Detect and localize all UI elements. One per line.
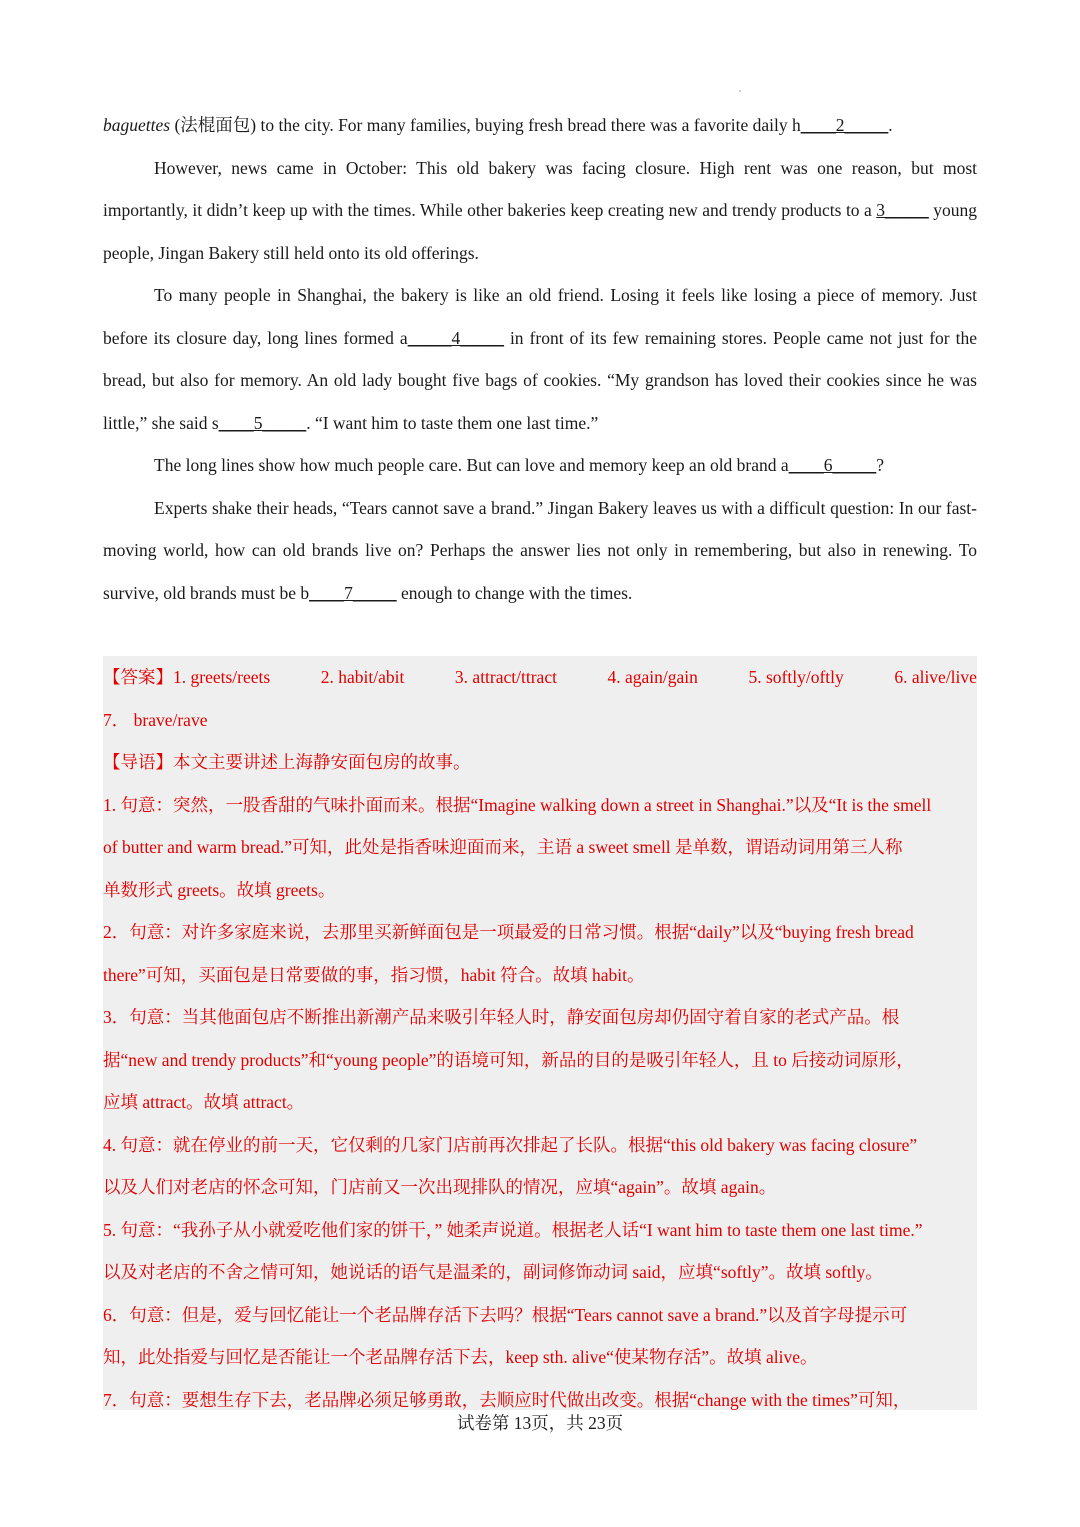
- explanation-line: 1. 句意：突然，一股香甜的气味扑面而来。根据“Imagine walking down a street in Shanghai.”以及“It is the smell: [103, 794, 932, 815]
- blank-6: ____6_____: [788, 455, 877, 475]
- paragraph-3: [103, 274, 977, 444]
- blank-3: 3_____: [876, 200, 929, 220]
- explanation-line: 据“new and trendy products”和“young people”的语境可知，新品的目的是吸引年轻人，且 to 后接动词原形，: [103, 1049, 914, 1070]
- paragraph-3-text: To many people in Shanghai, the bakery is like an old friend. Losing it feels like losing a piece of memory. Just before its closure day, long lines formed a: [103, 285, 977, 348]
- answer-text-1: 1. greets/reets: [173, 667, 271, 687]
- page-footer: 试卷第 13页，共 23页: [456, 1413, 624, 1433]
- explanation-line: 以及对老店的不舍之情可知，她说话的语气是温柔的，副词修饰动词 said，应填“softly”。故填 softly。: [103, 1262, 883, 1282]
- blank-2: ____2_____: [800, 115, 889, 135]
- explanation-line: 4. 句意：就在停业的前一天，它仅剩的几家门店前再次排起了长队。根据“this old bakery was facing closure”: [103, 1134, 918, 1155]
- paragraph-2-end: young people, Jingan Bakery still held onto its old offerings.: [103, 200, 977, 263]
- blank-5: ____5_____: [218, 412, 307, 433]
- explanation-line: 3．句意：当其他面包店不断推出新潮产品来吸引年轻人时，静安面包房却仍固守着自家的老式产品。根: [103, 1007, 900, 1027]
- paragraph-5: [103, 487, 977, 615]
- paragraph-4: [103, 444, 977, 487]
- blank-7: ____7_____: [309, 582, 397, 603]
- paragraph-1: [103, 104, 977, 147]
- italic-word: baguettes: [103, 115, 171, 135]
- blank-4: _____4_____: [407, 327, 504, 348]
- answer-item-4: 4. again/gain: [607, 667, 698, 687]
- cloze-passage: [103, 104, 977, 614]
- explanation-line: 6．句意：但是，爱与回忆能让一个老品牌存活下去吗？根据“Tears cannot save a brand.”以及首字母提示可: [103, 1304, 908, 1325]
- answer-label: 【答案】: [103, 667, 173, 687]
- explanation-line: 单数形式 greets。故填 greets。: [103, 879, 336, 900]
- answer-section: [103, 656, 977, 1410]
- intro-label: 【导语】: [103, 752, 173, 772]
- answer-list: [103, 656, 977, 699]
- explanation-line: 知，此处指爱与回忆是否能让一个老品牌存活下去，keep sth. alive“使某物存活”。故填 alive。: [103, 1347, 818, 1367]
- explanation-line: 以及人们对老店的怀念可知，门店前又一次出现排队的情况，应填“again”。故填 again。: [103, 1177, 777, 1197]
- explanation-line: of butter and warm bread.”可知，此处是指香味迎面而来，主语 a sweet smell 是单数，谓语动词用第三人称: [103, 837, 903, 857]
- paragraph-5-text: Experts shake their heads, “Tears cannot save a brand.” Jingan Bakery leaves us with a difficult question: In our fast-moving world, how can old brands live on? Perhaps the answer lies not only in remembering, but also in renewing. To survive, old brands must be b: [103, 497, 977, 603]
- explanation-line: 7．句意：要想生存下去，老品牌必须足够勇敢，去顺应时代做出改变。根据“change with the times”可知，: [103, 1389, 911, 1410]
- explanation-line: 应填 attract。故填 attract。: [103, 1092, 305, 1112]
- explanation-line: 5. 句意：“我孙子从小就爱吃他们家的饼干，” 她柔声说道。根据老人话“I want him to taste them one last time.”: [103, 1219, 923, 1240]
- explanation-line: there”可知，买面包是日常要做的事，指习惯，habit 符合。故填 habit。: [103, 964, 645, 985]
- paragraph-4-end: ?: [876, 455, 884, 475]
- answer-item-5: 5. softly/oftly: [748, 667, 844, 687]
- scan-dot: [739, 90, 741, 92]
- intro-text: 本文主要讲述上海静安面包房的故事。: [173, 752, 471, 772]
- answer-item-3: 3. attract/ttract: [454, 667, 557, 687]
- intro-line: [103, 741, 977, 784]
- paragraph-2: [103, 147, 977, 275]
- paragraph-3-end: . “I want him to taste them one last time.”: [306, 412, 599, 433]
- answer-item-2: 2. habit/abit: [320, 667, 405, 687]
- explanation-line: 2．句意：对许多家庭来说，去那里买新鲜面包是一项最爱的日常习惯。根据“daily”以及“buying fresh bread: [103, 922, 914, 942]
- paragraph-2-text: However, news came in October: This old bakery was facing closure. High rent was one reason, but most importantly, it didn’t keep up with the times. While other bakeries keep creating new and trendy products to a: [103, 157, 977, 220]
- paragraph-4-text: The long lines show how much people care. But can love and memory keep an old brand a: [154, 455, 789, 475]
- answer-item-1: [103, 656, 270, 699]
- paragraph-1-end: .: [888, 115, 893, 135]
- paragraph-5-end: enough to change with the times.: [396, 582, 633, 603]
- paragraph-1-text: (法棍面包) to the city. For many families, buying fresh bread there was a favorite daily h: [170, 115, 801, 135]
- answer-item-6: 6. alive/live: [894, 667, 977, 687]
- paragraph-3-middle: in front of its few remaining stores. People came not just for the bread, but also for memory. An old lady bought five bags of cookies. “My grandson has loved their cookies since he was little,” she said s: [103, 327, 977, 433]
- answer-item-7: 7． brave/rave: [103, 709, 208, 730]
